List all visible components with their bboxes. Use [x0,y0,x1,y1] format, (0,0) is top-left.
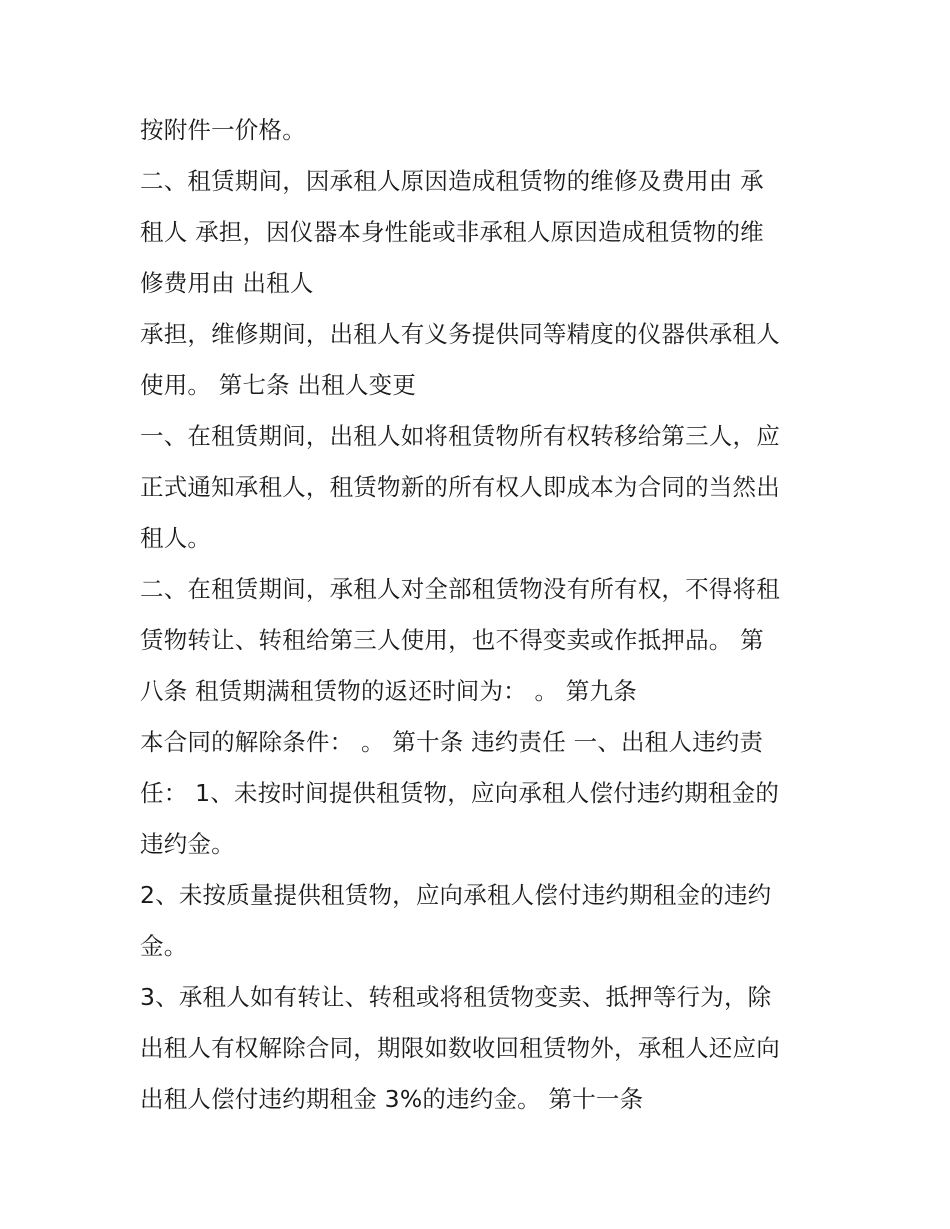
text-line: 二、租赁期间，因承租人原因造成租赁物的维修及费用由 承 [140,167,764,195]
text-line: 承担，维修期间，出租人有义务提供同等精度的仪器供承租人 [140,320,780,348]
text-line: 3、承租人如有转让、转租或将租赁物变卖、抵押等行为，除 [140,983,772,1011]
text-line: 出租人有权解除合同，期限如数收回租赁物外，承租人还应向 [140,1034,780,1062]
text-line: 租人 承担，因仪器本身性能或非承租人原因造成租赁物的维 [140,218,764,246]
text-line: 按附件一价格。 [140,116,306,144]
text-line: 本合同的解除条件： 。 第十条 违约责任 一、出租人违约责 [140,728,764,756]
text-line: 2、未按质量提供租赁物，应向承租人偿付违约期租金的违约 [140,881,772,909]
text-line: 任： 1、未按时间提供租赁物，应向承租人偿付违约期租金的 [140,779,780,807]
text-line: 修费用由 出租人 [140,269,314,297]
text-line: 金。 [140,932,188,960]
text-line: 违约金。 [140,830,235,858]
text-line: 二、在租赁期间，承租人对全部租赁物没有所有权，不得将租 [140,575,780,603]
text-line: 一、在租赁期间，出租人如将租赁物所有权转移给第三人，应 [140,422,780,450]
text-line: 赁物转让、转租给第三人使用，也不得变卖或作抵押品。 第 [140,626,764,654]
text-line: 正式通知承租人，租赁物新的所有权人即成本为合同的当然出 [140,473,780,501]
text-line: 出租人偿付违约期租金 3%的违约金。 第十一条 [140,1085,644,1113]
text-line: 八条 租赁期满租赁物的返还时间为： 。 第九条 [140,677,638,705]
text-line: 租人。 [140,524,212,552]
text-line: 使用。 第七条 出租人变更 [140,371,417,399]
